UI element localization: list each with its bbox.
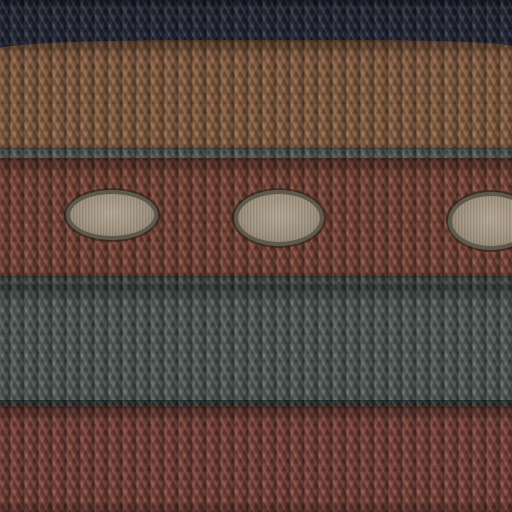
- beige-oval-dot: [238, 194, 320, 242]
- beige-oval-dot: [70, 194, 154, 236]
- tan-brown-stripe: [0, 40, 512, 158]
- sage-grey-stripe: [0, 284, 512, 416]
- rust-bottom-stripe: [0, 406, 512, 512]
